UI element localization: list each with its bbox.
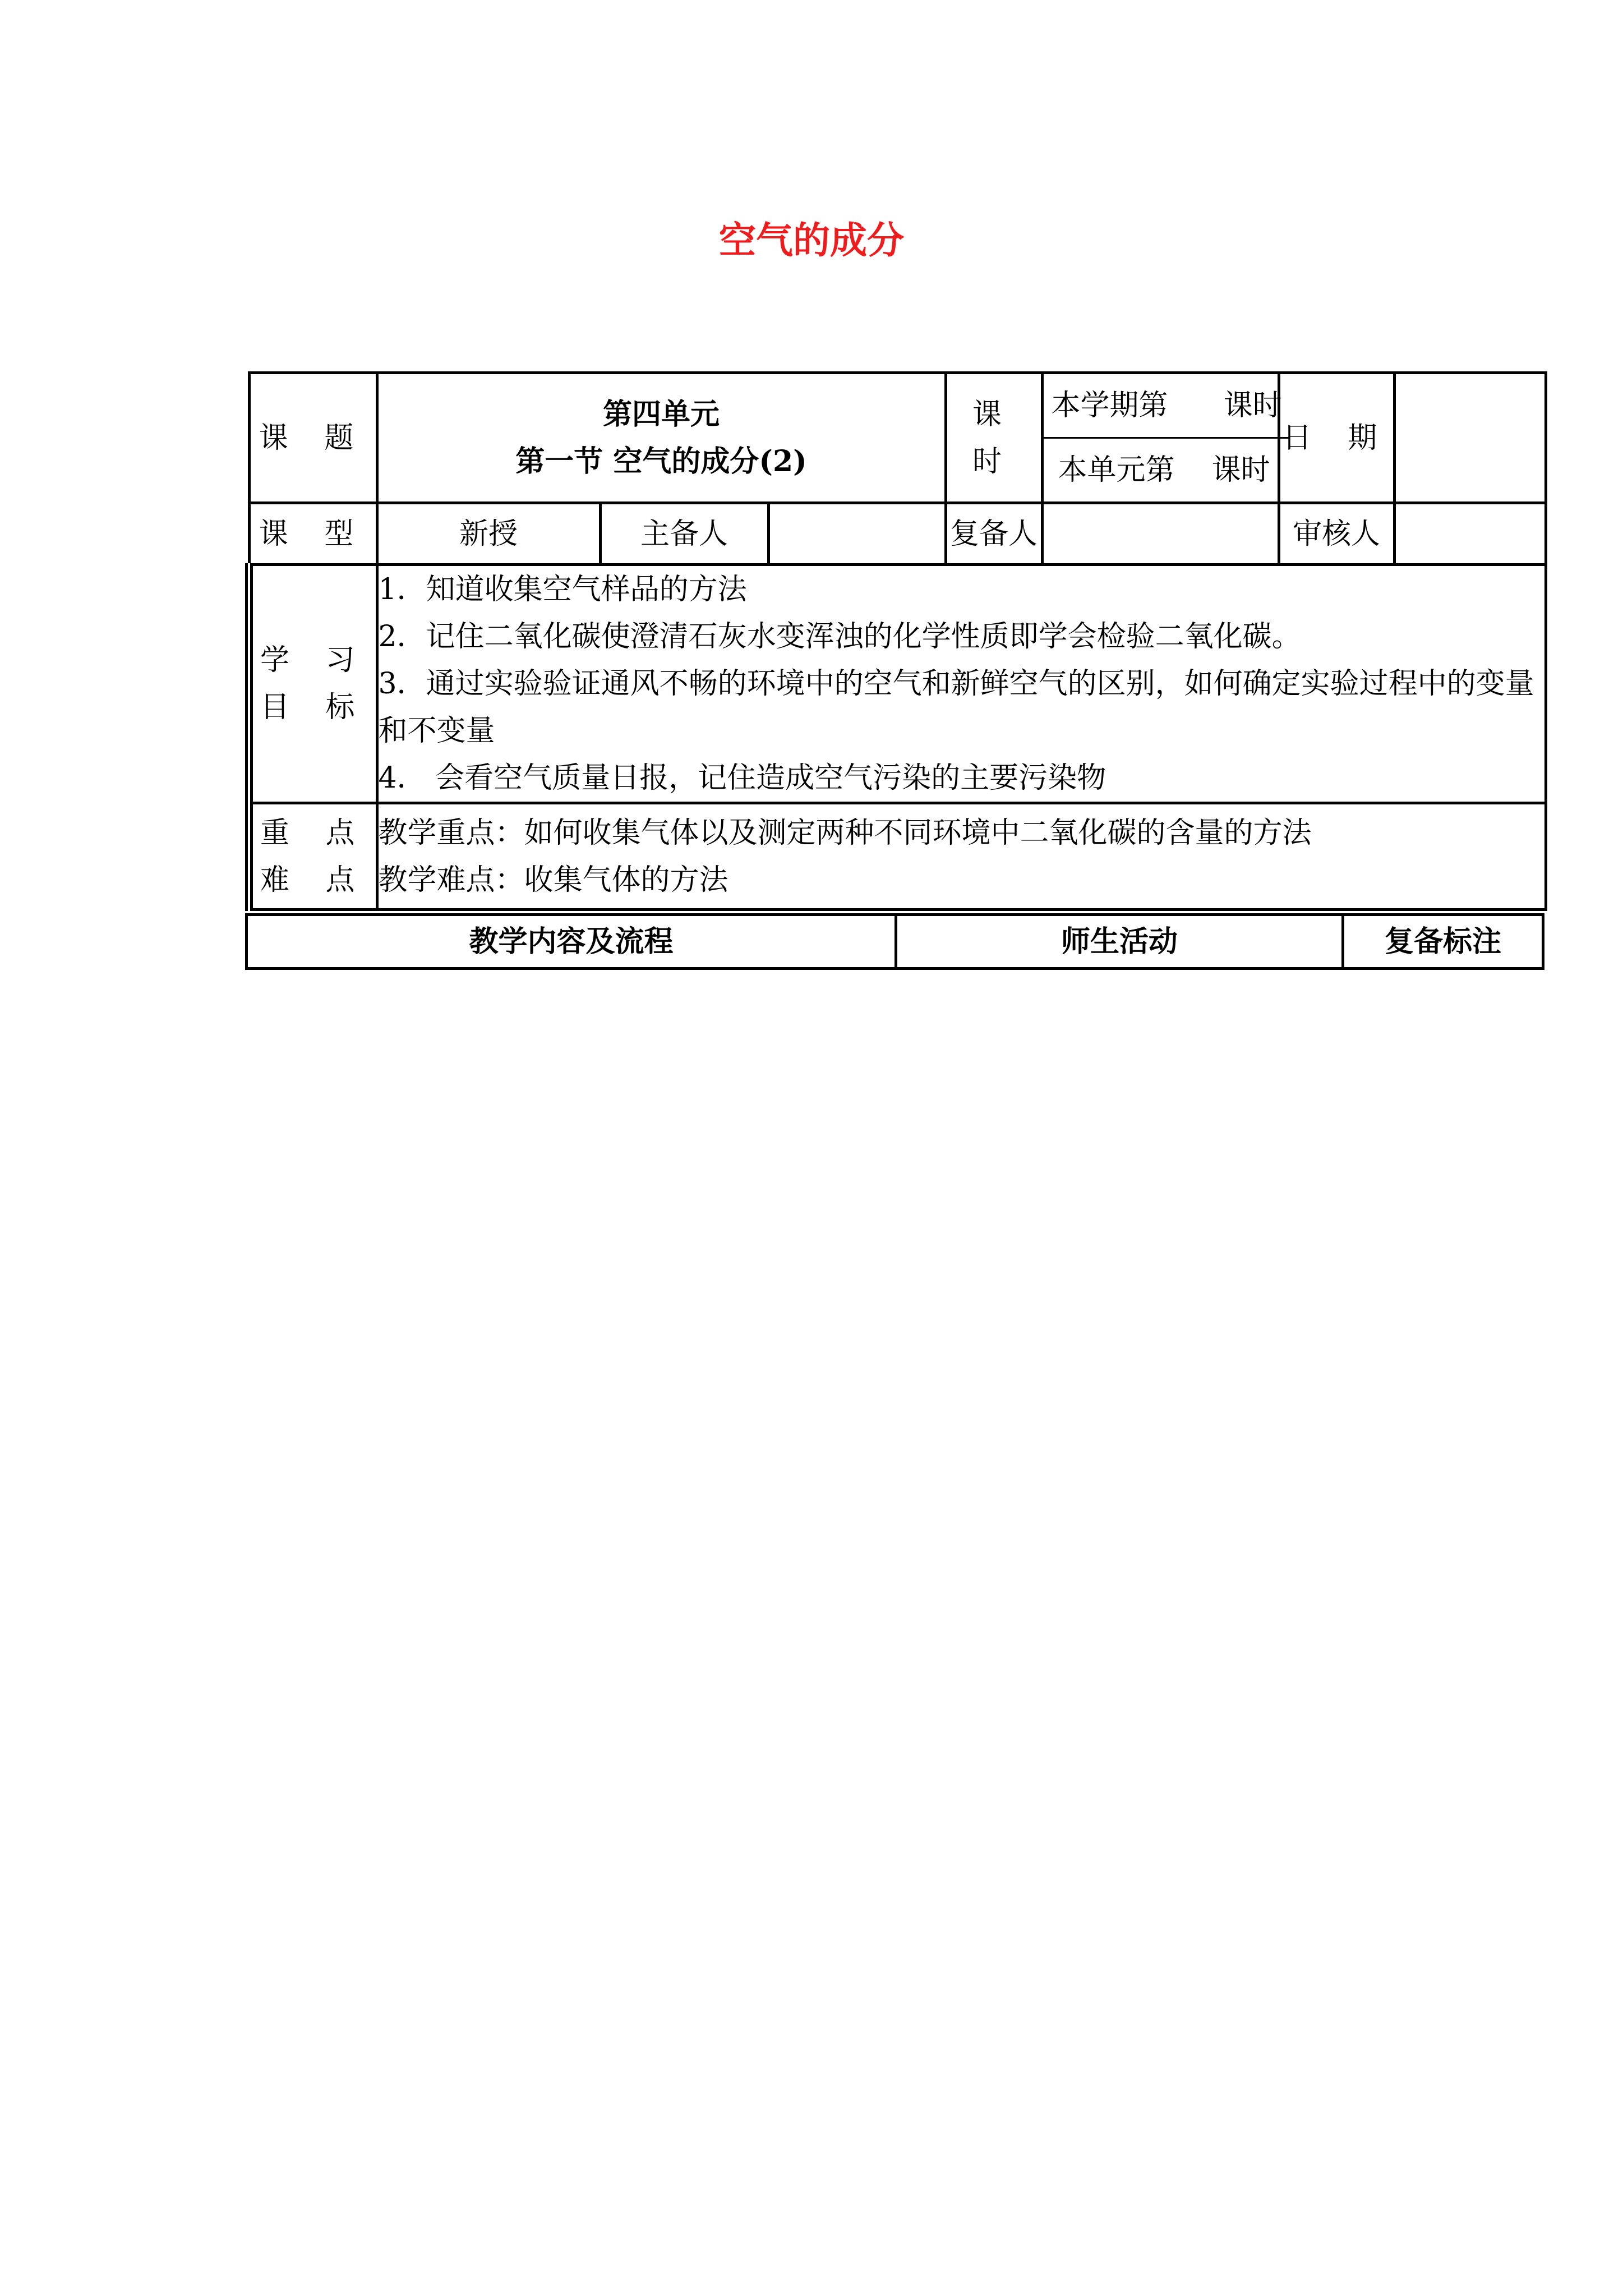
topic-unit: 第四单元: [603, 397, 720, 431]
key-points-label-line1: 重 点: [260, 816, 368, 850]
objective-item: 3．通过实验验证通风不畅的环境中的空气和新鲜空气的区别，如何确定实验过程中的变量和不变量: [378, 667, 1534, 748]
flow-notes-header: 复备标注: [1343, 915, 1543, 969]
date-value: [1394, 373, 1546, 503]
objective-item: 1．知道收集空气样品的方法: [378, 573, 747, 606]
date-label: 日 期: [1279, 373, 1394, 503]
objectives-row: [249, 565, 1546, 803]
flow-header-table: [245, 913, 1544, 970]
topic-cell: [377, 373, 946, 503]
co-preparer-label: 复备人: [946, 503, 1042, 565]
objective-item: 2．记住二氧化碳使澄清石灰水变浑浊的化学性质即学会检验二氧化碳。: [378, 620, 1301, 654]
topic-row: [249, 373, 1546, 503]
objective-item: 4． 会看空气质量日报，记住造成空气污染的主要污染物: [378, 761, 1106, 795]
main-preparer-value: [768, 503, 946, 565]
objectives-label-line2: 目 标: [260, 691, 368, 724]
period-subtable: [1044, 374, 1290, 501]
flow-activity-header: 师生活动: [896, 915, 1343, 969]
key-points-label-line2: 难 点: [260, 863, 368, 897]
objectives-label: [249, 565, 377, 803]
key-points-row: [249, 803, 1546, 910]
key-point: 教学重点：如何收集气体以及测定两种不同环境中二氧化碳的含量的方法: [378, 816, 1312, 850]
period-unit: 本单元第 课时: [1058, 453, 1270, 487]
co-preparer-value: [1042, 503, 1279, 565]
type-value: 新授: [377, 503, 600, 565]
main-preparer-label: 主备人: [600, 503, 768, 565]
key-points-label: [249, 803, 377, 910]
objectives-label-line1: 学 习: [260, 643, 368, 677]
objectives-list: [377, 565, 1546, 803]
document-title: 空气的成分: [719, 218, 904, 262]
reviewer-label: 审核人: [1279, 503, 1394, 565]
reviewer-value: [1394, 503, 1546, 565]
period-semester: 本学期第 课时: [1044, 374, 1290, 438]
flow-header-row: [247, 915, 1543, 969]
lesson-plan-table: [245, 371, 1547, 911]
topic-label: 课 题: [249, 373, 377, 503]
difficult-point: 教学难点：收集气体的方法: [378, 863, 728, 897]
period-cell: [1042, 373, 1282, 503]
type-row: [249, 503, 1546, 565]
key-points-list: [377, 803, 1546, 910]
topic-section: 第一节 空气的成分(2): [515, 444, 807, 478]
period-label: 课 时: [946, 373, 1042, 503]
type-label: 课 型: [249, 503, 377, 565]
flow-content-header: 教学内容及流程: [247, 915, 896, 969]
